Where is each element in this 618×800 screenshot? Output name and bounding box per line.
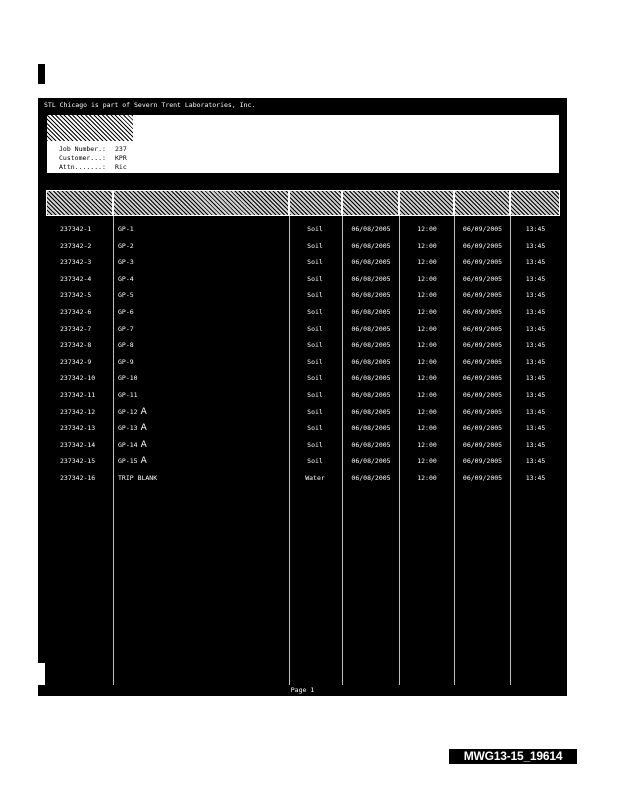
collection-time (400, 221, 454, 238)
received-date (455, 238, 510, 255)
client-sample-id-text: GP-9 (118, 357, 134, 366)
lab-sample-id-text: 237342-7 (60, 324, 92, 333)
sample-matrix (292, 271, 338, 288)
client-sample-id-text: GP-12 (118, 407, 138, 416)
received-date-text: 06/09/2005 (462, 324, 503, 333)
received-date (455, 470, 510, 487)
received-date (455, 221, 510, 238)
collection-date (344, 287, 398, 304)
collection-time-text: 12:00 (417, 407, 437, 416)
lab-sample-id (60, 321, 114, 338)
collection-date-text: 06/08/2005 (351, 274, 391, 283)
received-date (455, 321, 510, 338)
sample-matrix (292, 420, 338, 437)
collection-time-text: 12:00 (417, 307, 437, 316)
sample-matrix-text: Soil (307, 357, 323, 366)
received-time (511, 337, 560, 354)
client-sample-id-text: GP-10 (118, 374, 138, 383)
collection-date (344, 321, 398, 338)
lab-sample-id (60, 470, 114, 487)
received-time-text: 13:45 (525, 440, 546, 449)
lab-sample-id-text: 237342-14 (60, 440, 96, 449)
client-sample-id (118, 287, 278, 304)
sample-matrix-text: Soil (307, 424, 323, 433)
lab-sample-id (60, 337, 114, 354)
received-date (455, 370, 510, 387)
collection-time-text: 12:00 (417, 291, 437, 300)
collection-date-text: 06/08/2005 (351, 473, 391, 482)
collection-date-text: 06/08/2005 (351, 424, 391, 433)
lab-sample-id-text: 237342-13 (60, 424, 96, 433)
table-row (46, 387, 560, 404)
received-date (455, 337, 510, 354)
column-header-lab-sample-id (46, 190, 113, 216)
handwritten-flag-mark: A (140, 406, 147, 417)
collection-date (344, 221, 398, 238)
client-sample-id (118, 221, 278, 238)
received-date (455, 387, 510, 404)
customer-label: Customer...: (59, 154, 106, 162)
lab-sample-id (60, 221, 114, 238)
collection-time (400, 404, 454, 421)
sample-matrix-text: Soil (307, 407, 323, 416)
collection-time (400, 271, 454, 288)
lab-sample-id (60, 453, 114, 470)
lab-sample-id (60, 370, 114, 387)
handwritten-flag-mark: A (140, 456, 147, 467)
attn-value: Ric (115, 163, 127, 171)
client-sample-id (118, 437, 278, 454)
sample-matrix (292, 304, 338, 321)
received-date-text: 06/09/2005 (462, 274, 503, 283)
received-time-text: 13:45 (525, 407, 546, 416)
received-time-text: 13:45 (525, 225, 546, 233)
column-header-collect-time (399, 190, 454, 216)
collection-date-text: 06/08/2005 (351, 225, 391, 233)
collection-time (400, 470, 454, 487)
collection-time-text: 12:00 (417, 390, 437, 399)
job-info-lines (59, 145, 127, 172)
received-time-text: 13:45 (525, 473, 546, 482)
client-sample-id (118, 420, 278, 437)
collection-time-text: 12:00 (417, 374, 437, 383)
lab-sample-id-text: 237342-11 (60, 390, 96, 399)
table-row (46, 354, 560, 371)
collection-date-text: 06/08/2005 (351, 390, 391, 399)
lab-sample-id (60, 420, 114, 437)
table-row (46, 437, 560, 454)
received-time-text: 13:45 (525, 324, 546, 333)
info-box-hatched-title (47, 115, 133, 141)
lab-sample-id-text: 237342-12 (60, 407, 96, 416)
client-sample-id (118, 321, 278, 338)
received-date-text: 06/09/2005 (462, 473, 503, 482)
table-row (46, 238, 560, 255)
collection-date (344, 387, 398, 404)
table-row (46, 321, 560, 338)
collection-date (344, 437, 398, 454)
collection-time-text: 12:00 (417, 424, 437, 433)
collection-time (400, 453, 454, 470)
collection-date (344, 304, 398, 321)
sample-matrix (292, 287, 338, 304)
sample-matrix (292, 404, 338, 421)
sample-matrix-text: Soil (307, 374, 323, 383)
received-time-text: 13:45 (525, 291, 546, 300)
received-date (455, 453, 510, 470)
column-header-receive-time (510, 190, 560, 216)
received-date-text: 06/09/2005 (462, 258, 503, 267)
collection-time-text: 12:00 (417, 241, 437, 250)
client-sample-id (118, 354, 278, 371)
table-row (46, 254, 560, 271)
sample-matrix (292, 337, 338, 354)
sample-matrix (292, 453, 338, 470)
client-sample-id (118, 304, 278, 321)
collection-date-text: 06/08/2005 (351, 291, 391, 300)
collection-date-text: 06/08/2005 (351, 457, 391, 466)
received-time (511, 387, 560, 404)
received-time-text: 13:45 (525, 457, 546, 466)
customer-line (59, 154, 127, 163)
collection-date-text: 06/08/2005 (351, 407, 391, 416)
received-time (511, 437, 560, 454)
sample-matrix (292, 354, 338, 371)
client-sample-id (118, 404, 278, 421)
lab-sample-id (60, 437, 114, 454)
collection-date (344, 254, 398, 271)
lab-sample-id-text: 237342-4 (60, 274, 92, 283)
lab-sample-id-text: 237342-6 (60, 307, 92, 316)
lab-header-line: STL Chicago is part of Severn Trent Laboratories, Inc. (44, 101, 256, 109)
client-sample-id (118, 387, 278, 404)
received-time (511, 221, 560, 238)
collection-date (344, 337, 398, 354)
lab-sample-id-text: 237342-16 (60, 473, 96, 482)
received-date-text: 06/09/2005 (462, 307, 503, 316)
received-time-text: 13:45 (525, 374, 546, 383)
sample-matrix-text: Soil (307, 324, 323, 333)
sample-matrix (292, 321, 338, 338)
collection-date-text: 06/08/2005 (351, 324, 391, 333)
handwritten-flag-mark: A (140, 423, 147, 434)
received-time-text: 13:45 (525, 341, 546, 350)
scan-registration-mark (38, 64, 45, 84)
client-sample-id-text: GP-4 (118, 274, 134, 283)
table-row (46, 271, 560, 288)
lab-sample-id-text: 237342-10 (60, 374, 96, 383)
client-sample-id (118, 370, 278, 387)
client-sample-id-text: GP-15 (118, 457, 138, 466)
client-sample-id-text: GP-11 (118, 390, 138, 399)
received-time (511, 453, 560, 470)
collection-time (400, 354, 454, 371)
received-date-text: 06/09/2005 (462, 440, 503, 449)
sample-matrix (292, 470, 338, 487)
collection-date-text: 06/08/2005 (351, 357, 391, 366)
attn-line (59, 163, 127, 172)
received-date (455, 254, 510, 271)
lab-sample-id (60, 238, 114, 255)
received-time-text: 13:45 (525, 390, 546, 399)
client-sample-id (118, 337, 278, 354)
received-time-text: 13:45 (525, 258, 546, 267)
collection-time (400, 337, 454, 354)
sample-matrix-text: Water (305, 473, 325, 482)
table-row (46, 287, 560, 304)
received-date-text: 06/09/2005 (462, 424, 503, 433)
received-time (511, 271, 560, 288)
job-number-label: Job Number.: (59, 145, 106, 153)
document-id-stamp: MWG13-15_19614 (449, 749, 577, 764)
received-time-text: 13:45 (525, 241, 546, 250)
client-sample-id-text: GP-13 (118, 424, 138, 433)
collection-date (344, 453, 398, 470)
collection-date (344, 238, 398, 255)
lab-sample-id-text: 237342-8 (60, 341, 92, 350)
received-date-text: 06/09/2005 (462, 390, 503, 399)
sample-matrix (292, 370, 338, 387)
collection-time-text: 12:00 (417, 457, 437, 466)
received-time (511, 470, 560, 487)
collection-time-text: 12:00 (417, 357, 437, 366)
collection-time-text: 12:00 (417, 274, 437, 283)
lab-sample-id-text: 237342-9 (60, 357, 92, 366)
table-row (46, 404, 560, 421)
table-row (46, 337, 560, 354)
received-date (455, 354, 510, 371)
collection-time (400, 238, 454, 255)
collection-date (344, 404, 398, 421)
received-date (455, 420, 510, 437)
handwritten-flag-mark: A (140, 439, 147, 450)
sample-rows (46, 221, 560, 487)
collection-date (344, 370, 398, 387)
sample-matrix-text: Soil (307, 274, 323, 283)
collection-time (400, 304, 454, 321)
collection-time (400, 321, 454, 338)
received-time (511, 238, 560, 255)
column-header-collect-date (342, 190, 399, 216)
received-time-text: 13:45 (525, 307, 546, 316)
job-number-value: 237 (115, 145, 127, 153)
sample-matrix (292, 238, 338, 255)
received-date (455, 404, 510, 421)
collection-time (400, 287, 454, 304)
sample-matrix (292, 254, 338, 271)
collection-date-text: 06/08/2005 (351, 440, 391, 449)
client-sample-id-text: GP-7 (118, 324, 134, 333)
sample-matrix-text: Soil (307, 258, 323, 267)
sample-matrix-text: Soil (307, 241, 323, 250)
column-header-receive-date (454, 190, 510, 216)
lab-sample-id-text: 237342-2 (60, 241, 92, 250)
collection-time (400, 370, 454, 387)
received-time (511, 420, 560, 437)
client-sample-id-text: GP-8 (118, 341, 134, 350)
client-sample-id-text: TRIP BLANK (118, 473, 158, 482)
sample-matrix (292, 387, 338, 404)
client-sample-id-text: GP-1 (118, 225, 134, 233)
received-time (511, 321, 560, 338)
collection-date (344, 420, 398, 437)
received-time (511, 287, 560, 304)
collection-time-text: 12:00 (417, 341, 437, 350)
table-row (46, 304, 560, 321)
sample-matrix-text: Soil (307, 225, 323, 233)
collection-time-text: 12:00 (417, 440, 437, 449)
collection-date (344, 354, 398, 371)
column-header-matrix (289, 190, 342, 216)
received-time-text: 13:45 (525, 424, 546, 433)
received-time (511, 404, 560, 421)
collection-time-text: 12:00 (417, 258, 437, 267)
client-sample-id-text: GP-6 (118, 307, 134, 316)
client-sample-id-text: GP-2 (118, 241, 134, 250)
received-time (511, 304, 560, 321)
collection-date (344, 470, 398, 487)
collection-date-text: 06/08/2005 (351, 341, 391, 350)
received-date-text: 06/09/2005 (462, 357, 503, 366)
received-date (455, 304, 510, 321)
collection-time (400, 420, 454, 437)
collection-date (344, 271, 398, 288)
collection-time-text: 12:00 (417, 324, 437, 333)
lab-sample-id (60, 271, 114, 288)
received-time-text: 13:45 (525, 357, 546, 366)
job-number-line (59, 145, 127, 154)
collection-time (400, 254, 454, 271)
table-row (46, 470, 560, 487)
lab-sample-id (60, 354, 114, 371)
client-sample-id (118, 470, 278, 487)
client-sample-id-text: GP-14 (118, 440, 138, 449)
customer-value: KPR (115, 154, 127, 162)
received-date-text: 06/09/2005 (462, 341, 503, 350)
client-sample-id-text: GP-3 (118, 258, 134, 267)
lab-sample-id-text: 237342-15 (60, 457, 96, 466)
collection-date-text: 06/08/2005 (351, 258, 391, 267)
received-date-text: 06/09/2005 (462, 241, 503, 250)
received-date-text: 06/09/2005 (462, 291, 503, 300)
table-row (46, 221, 560, 238)
collection-time (400, 387, 454, 404)
received-time (511, 370, 560, 387)
lab-sample-id-text: 237342-1 (60, 225, 92, 233)
sample-matrix-text: Soil (307, 341, 323, 350)
job-info-box (46, 114, 560, 174)
received-date-text: 06/09/2005 (462, 457, 503, 466)
sample-matrix-text: Soil (307, 307, 323, 316)
collection-date-text: 06/08/2005 (351, 374, 391, 383)
client-sample-id (118, 238, 278, 255)
sample-matrix-text: Soil (307, 291, 323, 300)
attn-label: Attn.......: (59, 163, 106, 171)
lab-sample-id (60, 254, 114, 271)
lab-sample-id (60, 304, 114, 321)
received-time-text: 13:45 (525, 274, 546, 283)
page-number: Page 1 (290, 686, 315, 694)
collection-time (400, 437, 454, 454)
received-date (455, 437, 510, 454)
sample-matrix (292, 221, 338, 238)
table-row (46, 370, 560, 387)
received-date (455, 271, 510, 288)
sample-matrix-text: Soil (307, 440, 323, 449)
received-date-text: 06/09/2005 (462, 225, 503, 233)
lab-sample-id-text: 237342-5 (60, 291, 92, 300)
sample-matrix-text: Soil (307, 457, 323, 466)
lab-sample-id (60, 404, 114, 421)
received-date (455, 287, 510, 304)
sample-table (46, 190, 560, 685)
scan-edge-notch (38, 663, 45, 685)
received-date-text: 06/09/2005 (462, 407, 503, 416)
sample-matrix-text: Soil (307, 390, 323, 399)
sample-matrix (292, 437, 338, 454)
sample-summary-document (38, 98, 567, 696)
table-row (46, 453, 560, 470)
client-sample-id (118, 271, 278, 288)
client-sample-id (118, 453, 278, 470)
client-sample-id (118, 254, 278, 271)
table-row (46, 420, 560, 437)
lab-sample-id-text: 237342-3 (60, 258, 92, 267)
collection-date-text: 06/08/2005 (351, 307, 391, 316)
received-time (511, 254, 560, 271)
collection-date-text: 06/08/2005 (351, 241, 391, 250)
collection-time-text: 12:00 (417, 473, 437, 482)
lab-sample-id (60, 287, 114, 304)
column-header-client-sample-id (113, 190, 289, 216)
client-sample-id-text: GP-5 (118, 291, 134, 300)
collection-time-text: 12:00 (417, 225, 437, 233)
lab-sample-id (60, 387, 114, 404)
received-time (511, 354, 560, 371)
received-date-text: 06/09/2005 (462, 374, 503, 383)
